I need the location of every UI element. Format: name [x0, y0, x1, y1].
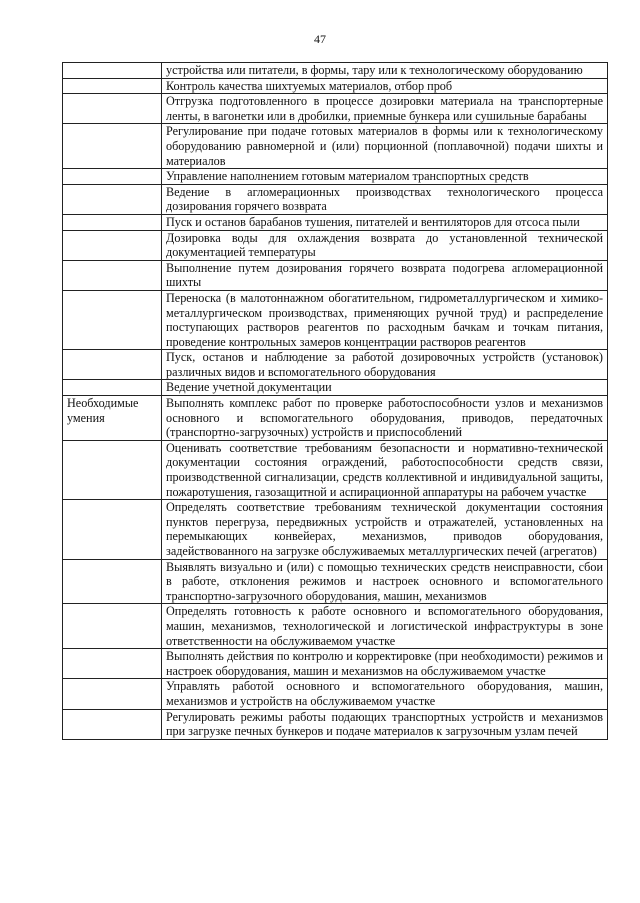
row-label	[63, 649, 162, 679]
table-row	[63, 124, 608, 169]
row-text: Ведение в агломерационных производствах технологического процесса дозирования горячего возврата	[162, 184, 608, 214]
requirements-table	[62, 62, 608, 740]
row-text: Выполнение путем дозирования горячего возврата подогрева агломерационной шихты	[162, 260, 608, 290]
table-row	[63, 214, 608, 230]
row-text: Выполнять комплекс работ по проверке работоспособности узлов и механизмов основного и вспомогательного оборудования, приводов, передаточных (транспортно-загрузочных) устройств и приспособлений	[162, 396, 608, 441]
table-row	[63, 63, 608, 79]
row-text: Дозировка воды для охлаждения возврата до установленной технической документацией температуры	[162, 230, 608, 260]
table-row	[63, 184, 608, 214]
table-row	[63, 380, 608, 396]
row-label	[63, 214, 162, 230]
table-row	[63, 559, 608, 604]
row-text: Выявлять визуально и (или) с помощью технических средств неисправности, сбои в работе, отклонения режимов и настроек основного и вспомогательного транспортно-загрузочного оборудования, машин, механизмов	[162, 559, 608, 604]
table-row	[63, 78, 608, 94]
table-row	[63, 350, 608, 380]
section-label-skills: Необходимые умения	[63, 396, 162, 441]
row-text: Ведение учетной документации	[162, 380, 608, 396]
table-row	[63, 230, 608, 260]
row-text: Управление наполнением готовым материалом транспортных средств	[162, 169, 608, 185]
table-row	[63, 169, 608, 185]
row-label	[63, 124, 162, 169]
row-text: Оценивать соответствие требованиям безопасности и нормативно-технической документации состояния ограждений, работоспособности средств связи, производственной сигнализации, средств коллективной и индивидуальной защиты, пожаротушения, газозащитной и аспирационной аппаратуры на рабочем участке	[162, 440, 608, 499]
table-row	[63, 500, 608, 559]
row-label	[63, 260, 162, 290]
table-row	[63, 260, 608, 290]
row-text: Управлять работой основного и вспомогательного оборудования, машин, механизмов и устройств на обслуживаемом участке	[162, 679, 608, 709]
table-row	[63, 94, 608, 124]
row-label	[63, 559, 162, 604]
table-row	[63, 604, 608, 649]
row-label	[63, 169, 162, 185]
row-text: Пуск, останов и наблюдение за работой дозировочных устройств (установок) различных видов и вспомогательного оборудования	[162, 350, 608, 380]
row-label	[63, 290, 162, 349]
row-label	[63, 230, 162, 260]
row-text: устройства или питатели, в формы, тару или к технологическому оборудованию	[162, 63, 608, 79]
page-number: 47	[314, 32, 326, 46]
row-label	[63, 380, 162, 396]
table-row	[63, 440, 608, 499]
table-row	[63, 396, 608, 441]
table-row	[63, 290, 608, 349]
row-label	[63, 500, 162, 559]
row-label	[63, 679, 162, 709]
row-text: Переноска (в малотоннажном обогатительном, гидрометаллургическом и химико-металлургическом производствах, применяющих ручной труд) и распределение поступающих растворов реагентов по расходным бачкам и точкам питания, проведение контрольных замеров концентрации растворов реагентов	[162, 290, 608, 349]
row-text: Регулирование при подаче готовых материалов в формы или к технологическому оборудованию равномерной и (или) порционной (поплавочной) подачи шихты и материалов	[162, 124, 608, 169]
row-label	[63, 604, 162, 649]
row-text: Регулировать режимы работы подающих транспортных устройств и механизмов при загрузке печных бункеров и подаче материалов к загрузочным узлам печей	[162, 709, 608, 739]
row-label	[63, 78, 162, 94]
row-label	[63, 440, 162, 499]
row-label	[63, 63, 162, 79]
row-text: Определять соответствие требованиям технической документации состояния пунктов перегруза, передвижных устройств и отражателей, установленных на перемыкающих конвейерах, механизмов, приводов оборудования, задействованного на загрузке обслуживаемых металлургических печей (агрегатов)	[162, 500, 608, 559]
row-label	[63, 94, 162, 124]
row-label	[63, 184, 162, 214]
row-label	[63, 709, 162, 739]
row-text: Определять готовность к работе основного и вспомогательного оборудования, машин, механизмов, технологической и логистической инфраструктуры в зоне ответственности на обслуживаемом участке	[162, 604, 608, 649]
row-text: Отгрузка подготовленного в процессе дозировки материала на транспортерные ленты, в вагонетки или в дробилки, приемные бункера или сушильные барабаны	[162, 94, 608, 124]
row-label	[63, 350, 162, 380]
row-text: Контроль качества шихтуемых материалов, отбор проб	[162, 78, 608, 94]
row-text: Пуск и останов барабанов тушения, питателей и вентиляторов для отсоса пыли	[162, 214, 608, 230]
table-row	[63, 649, 608, 679]
row-text: Выполнять действия по контролю и корректировке (при необходимости) режимов и настроек оборудования, машин и механизмов на обслуживаемом участке	[162, 649, 608, 679]
table-row	[63, 709, 608, 739]
table-row	[63, 679, 608, 709]
